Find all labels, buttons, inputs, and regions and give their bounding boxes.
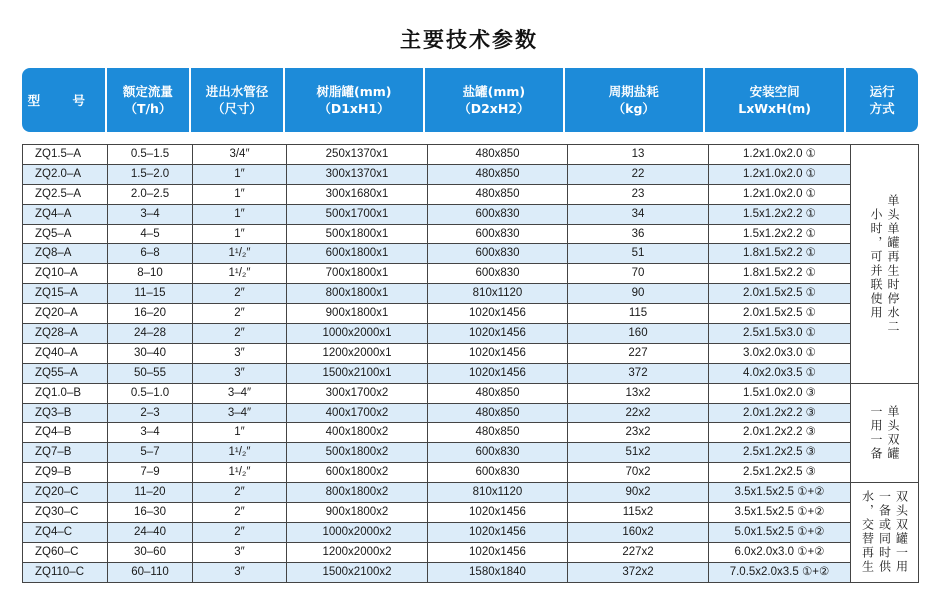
cell-pipe: 2″	[193, 483, 287, 503]
cell-pipe: 3″	[193, 543, 287, 563]
cell-flow: 0.5–1.5	[108, 145, 193, 165]
cell-salt-tank: 1580x1840	[428, 563, 568, 583]
cell-install-space: 2.5x1.5x3.0 ①	[709, 324, 851, 344]
header-install-space: 安装空间 LxWxH(m)	[705, 68, 846, 132]
cell-resin-tank: 900x1800x1	[287, 304, 428, 324]
cell-pipe: 2″	[193, 284, 287, 304]
header-salt-usage: 周期盐耗 （kg）	[565, 68, 705, 132]
cell-salt-usage: 22	[568, 165, 709, 185]
cell-model: ZQ7–B	[23, 443, 108, 463]
cell-salt-tank: 480x850	[428, 423, 568, 443]
cell-salt-tank: 1020x1456	[428, 543, 568, 563]
cell-salt-tank: 1020x1456	[428, 344, 568, 364]
cell-flow: 50–55	[108, 364, 193, 384]
cell-salt-usage: 227x2	[568, 543, 709, 563]
cell-install-space: 2.0x1.5x2.5 ①	[709, 304, 851, 324]
cell-salt-usage: 23	[568, 185, 709, 205]
cell-resin-tank: 300x1700x2	[287, 384, 428, 404]
cell-resin-tank: 900x1800x2	[287, 503, 428, 523]
cell-pipe: 1″	[193, 423, 287, 443]
cell-flow: 4–5	[108, 225, 193, 245]
cell-resin-tank: 500x1700x1	[287, 205, 428, 225]
cell-pipe: 1¹/₂″	[193, 244, 287, 264]
cell-resin-tank: 1200x2000x1	[287, 344, 428, 364]
cell-model: ZQ28–A	[23, 324, 108, 344]
cell-pipe: 1¹/₂″	[193, 463, 287, 483]
cell-salt-usage: 115x2	[568, 503, 709, 523]
cell-flow: 16–30	[108, 503, 193, 523]
cell-resin-tank: 400x1700x2	[287, 404, 428, 424]
cell-resin-tank: 600x1800x2	[287, 463, 428, 483]
cell-flow: 60–110	[108, 563, 193, 583]
run-mode-text: 双头双罐一用	[894, 490, 909, 575]
cell-pipe: 3″	[193, 344, 287, 364]
cell-salt-usage: 51	[568, 244, 709, 264]
cell-salt-tank: 600x830	[428, 244, 568, 264]
cell-model: ZQ1.0–B	[23, 384, 108, 404]
cell-salt-usage: 160	[568, 324, 709, 344]
cell-flow: 7–9	[108, 463, 193, 483]
cell-model: ZQ4–C	[23, 523, 108, 543]
cell-resin-tank: 800x1800x1	[287, 284, 428, 304]
run-mode-text: 小时，可并联使用	[869, 207, 883, 320]
cell-resin-tank: 800x1800x2	[287, 483, 428, 503]
cell-pipe: 1″	[193, 185, 287, 205]
header-salt-tank: 盐罐(mm) （D2xH2）	[425, 68, 564, 132]
cell-pipe: 1¹/₂″	[193, 264, 287, 284]
cell-resin-tank: 300x1680x1	[287, 185, 428, 205]
cell-salt-tank: 1020x1456	[428, 503, 568, 523]
cell-model: ZQ60–C	[23, 543, 108, 563]
cell-model: ZQ10–A	[23, 264, 108, 284]
cell-flow: 3–4	[108, 423, 193, 443]
cell-flow: 11–15	[108, 284, 193, 304]
cell-flow: 24–40	[108, 523, 193, 543]
cell-flow: 30–40	[108, 344, 193, 364]
cell-install-space: 2.0x1.2x2.2 ③	[709, 423, 851, 443]
cell-flow: 16–20	[108, 304, 193, 324]
cell-flow: 1.5–2.0	[108, 165, 193, 185]
cell-flow: 2.0–2.5	[108, 185, 193, 205]
cell-salt-tank: 1020x1456	[428, 324, 568, 344]
cell-install-space: 1.2x1.0x2.0 ①	[709, 185, 851, 205]
page-title: 主要技术参数	[400, 28, 538, 52]
cell-install-space: 1.8x1.5x2.2 ①	[709, 244, 851, 264]
cell-salt-usage: 115	[568, 304, 709, 324]
cell-model: ZQ5–A	[23, 225, 108, 245]
cell-salt-tank: 480x850	[428, 165, 568, 185]
header-pipe: 进出水管径 （尺寸）	[191, 68, 285, 132]
cell-install-space: 7.0.5x2.0x3.5 ①+②	[709, 563, 851, 583]
cell-install-space: 5.0x1.5x2.5 ①+②	[709, 523, 851, 543]
cell-resin-tank: 400x1800x2	[287, 423, 428, 443]
cell-salt-tank: 1020x1456	[428, 304, 568, 324]
header-model: 型 号	[22, 68, 107, 132]
cell-flow: 5–7	[108, 443, 193, 463]
cell-salt-usage: 160x2	[568, 523, 709, 543]
cell-salt-usage: 90	[568, 284, 709, 304]
table-header	[22, 68, 918, 132]
cell-resin-tank: 1000x2000x2	[287, 523, 428, 543]
cell-pipe: 3–4″	[193, 384, 287, 404]
cell-model: ZQ4–B	[23, 423, 108, 443]
cell-salt-tank: 600x830	[428, 463, 568, 483]
cell-flow: 0.5–1.0	[108, 384, 193, 404]
cell-flow: 30–60	[108, 543, 193, 563]
cell-model: ZQ55–A	[23, 364, 108, 384]
cell-salt-tank: 480x850	[428, 404, 568, 424]
cell-salt-usage: 90x2	[568, 483, 709, 503]
cell-resin-tank: 500x1800x1	[287, 225, 428, 245]
run-mode-cell	[851, 483, 919, 582]
cell-salt-usage: 23x2	[568, 423, 709, 443]
cell-resin-tank: 500x1800x2	[287, 443, 428, 463]
cell-resin-tank: 300x1370x1	[287, 165, 428, 185]
cell-pipe: 3–4″	[193, 404, 287, 424]
run-mode-text: 单头单罐再生时停水二	[886, 193, 900, 334]
cell-salt-usage: 22x2	[568, 404, 709, 424]
cell-install-space: 1.5x1.2x2.2 ①	[709, 205, 851, 225]
cell-resin-tank: 1200x2000x2	[287, 543, 428, 563]
cell-install-space: 2.5x1.2x2.5 ③	[709, 463, 851, 483]
cell-salt-usage: 227	[568, 344, 709, 364]
cell-flow: 6–8	[108, 244, 193, 264]
cell-model: ZQ2.5–A	[23, 185, 108, 205]
cell-install-space: 1.5x1.2x2.2 ①	[709, 225, 851, 245]
cell-flow: 11–20	[108, 483, 193, 503]
run-mode-cell	[851, 145, 919, 384]
cell-model: ZQ20–C	[23, 483, 108, 503]
cell-salt-tank: 600x830	[428, 264, 568, 284]
cell-install-space: 1.2x1.0x2.0 ①	[709, 145, 851, 165]
cell-resin-tank: 1500x2100x2	[287, 563, 428, 583]
cell-salt-tank: 480x850	[428, 145, 568, 165]
cell-salt-usage: 70	[568, 264, 709, 284]
cell-salt-tank: 810x1120	[428, 284, 568, 304]
cell-flow: 8–10	[108, 264, 193, 284]
cell-pipe: 1″	[193, 205, 287, 225]
cell-pipe: 3/4″	[193, 145, 287, 165]
cell-salt-usage: 51x2	[568, 443, 709, 463]
run-mode-text: 水，交替再生	[860, 490, 875, 575]
cell-install-space: 3.5x1.5x2.5 ①+②	[709, 503, 851, 523]
cell-pipe: 1¹/₂″	[193, 443, 287, 463]
header-run-mode: 运行 方式	[869, 84, 895, 116]
cell-salt-usage: 13	[568, 145, 709, 165]
cell-pipe: 2″	[193, 304, 287, 324]
cell-model: ZQ9–B	[23, 463, 108, 483]
cell-resin-tank: 1500x2100x1	[287, 364, 428, 384]
cell-resin-tank: 700x1800x1	[287, 264, 428, 284]
cell-install-space: 3.5x1.5x2.5 ①+②	[709, 483, 851, 503]
cell-install-space: 1.8x1.5x2.2 ①	[709, 264, 851, 284]
cell-pipe: 2″	[193, 523, 287, 543]
cell-salt-usage: 372	[568, 364, 709, 384]
cell-resin-tank: 600x1800x1	[287, 244, 428, 264]
cell-salt-tank: 480x850	[428, 185, 568, 205]
cell-flow: 24–28	[108, 324, 193, 344]
cell-salt-tank: 810x1120	[428, 483, 568, 503]
cell-salt-tank: 600x830	[428, 225, 568, 245]
cell-model: ZQ8–A	[23, 244, 108, 264]
cell-salt-tank: 480x850	[428, 384, 568, 404]
cell-flow: 2–3	[108, 404, 193, 424]
cell-install-space: 1.2x1.0x2.0 ①	[709, 165, 851, 185]
spec-table	[22, 144, 919, 583]
cell-pipe: 3″	[193, 364, 287, 384]
cell-install-space: 2.0x1.5x2.5 ①	[709, 284, 851, 304]
cell-pipe: 2″	[193, 503, 287, 523]
cell-resin-tank: 1000x2000x1	[287, 324, 428, 344]
cell-model: ZQ3–B	[23, 404, 108, 424]
cell-model: ZQ30–C	[23, 503, 108, 523]
cell-model: ZQ110–C	[23, 563, 108, 583]
cell-salt-usage: 70x2	[568, 463, 709, 483]
cell-salt-tank: 1020x1456	[428, 523, 568, 543]
cell-salt-tank: 1020x1456	[428, 364, 568, 384]
cell-install-space: 2.5x1.2x2.5 ③	[709, 443, 851, 463]
cell-pipe: 2″	[193, 324, 287, 344]
cell-model: ZQ2.0–A	[23, 165, 108, 185]
cell-salt-usage: 372x2	[568, 563, 709, 583]
cell-install-space: 2.0x1.2x2.2 ③	[709, 404, 851, 424]
cell-pipe: 1″	[193, 165, 287, 185]
cell-install-space: 3.0x2.0x3.0 ①	[709, 344, 851, 364]
cell-model: ZQ40–A	[23, 344, 108, 364]
cell-install-space: 4.0x2.0x3.5 ①	[709, 364, 851, 384]
cell-model: ZQ20–A	[23, 304, 108, 324]
run-mode-text: 一用一备	[869, 404, 883, 461]
run-mode-text: 一备或同时供	[877, 490, 892, 575]
cell-model: ZQ15–A	[23, 284, 108, 304]
header-resin-tank: 树脂罐(mm) （D1xH1）	[285, 68, 425, 132]
cell-model: ZQ1.5–A	[23, 145, 108, 165]
cell-salt-usage: 36	[568, 225, 709, 245]
cell-resin-tank: 250x1370x1	[287, 145, 428, 165]
cell-salt-usage: 13x2	[568, 384, 709, 404]
cell-flow: 3–4	[108, 205, 193, 225]
cell-model: ZQ4–A	[23, 205, 108, 225]
cell-install-space: 6.0x2.0x3.0 ①+②	[709, 543, 851, 563]
cell-pipe: 3″	[193, 563, 287, 583]
run-mode-cell	[851, 384, 919, 483]
header-flow: 额定流量 （T/h）	[107, 68, 192, 132]
cell-salt-usage: 34	[568, 205, 709, 225]
cell-pipe: 1″	[193, 225, 287, 245]
cell-install-space: 1.5x1.0x2.0 ③	[709, 384, 851, 404]
cell-salt-tank: 600x830	[428, 443, 568, 463]
cell-salt-tank: 600x830	[428, 205, 568, 225]
run-mode-text: 单头双罐	[886, 404, 900, 461]
